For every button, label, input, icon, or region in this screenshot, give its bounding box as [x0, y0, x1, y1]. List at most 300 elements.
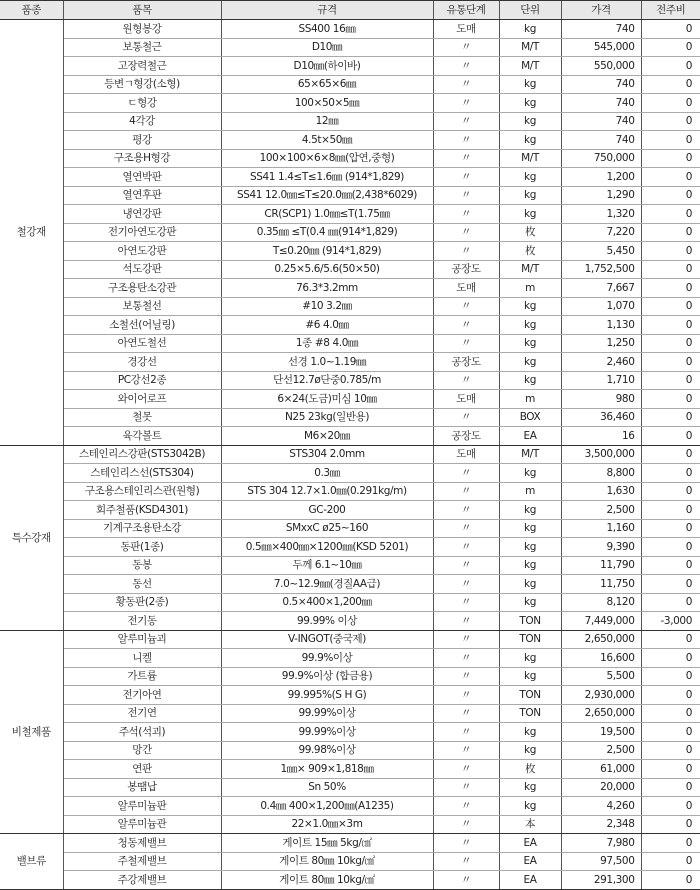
header-unit: 단위 — [499, 1, 561, 20]
price-cell: 1,200 — [561, 168, 641, 187]
spec-cell: #10 3.2㎜ — [221, 297, 433, 316]
distribution-cell: 〃 — [433, 630, 499, 649]
price-cell: 2,500 — [561, 501, 641, 520]
distribution-cell: 〃 — [433, 334, 499, 353]
price-cell: 740 — [561, 94, 641, 113]
price-cell: 11,790 — [561, 556, 641, 575]
item-cell: ㄷ형강 — [63, 94, 221, 113]
item-cell: 회주철품(KSD4301) — [63, 501, 221, 520]
weekly-change-cell: 0 — [641, 131, 700, 150]
table-row — [0, 778, 700, 797]
price-cell: 2,930,000 — [561, 686, 641, 705]
weekly-change-cell: 0 — [641, 186, 700, 205]
distribution-cell: 공장도 — [433, 427, 499, 446]
weekly-change-cell: 0 — [641, 260, 700, 279]
spec-cell: 65×65×6㎜ — [221, 75, 433, 94]
spec-cell: SS41 1.4≤T≤1.6㎜ (914*1,829) — [221, 168, 433, 187]
unit-cell: EA — [499, 427, 561, 446]
spec-cell: 게이트 15㎜ 5kg/㎠ — [221, 834, 433, 853]
spec-cell: 0.3㎜ — [221, 464, 433, 483]
table-row — [0, 57, 700, 76]
distribution-cell: 〃 — [433, 186, 499, 205]
weekly-change-cell: 0 — [641, 686, 700, 705]
header-distribution: 유통단계 — [433, 1, 499, 20]
unit-cell: kg — [499, 131, 561, 150]
item-cell: 철못 — [63, 408, 221, 427]
weekly-change-cell: 0 — [641, 556, 700, 575]
price-cell: 740 — [561, 112, 641, 131]
item-cell: 동선 — [63, 575, 221, 594]
spec-cell: 0.25×5.6/5.6(50×50) — [221, 260, 433, 279]
weekly-change-cell: -3,000 — [641, 612, 700, 631]
table-row — [0, 797, 700, 816]
unit-cell: kg — [499, 556, 561, 575]
unit-cell: EA — [499, 852, 561, 871]
table-row — [0, 168, 700, 187]
unit-cell: kg — [499, 297, 561, 316]
spec-cell: 99.99%이상 — [221, 704, 433, 723]
spec-cell: 76.3*3.2mm — [221, 279, 433, 298]
weekly-change-cell: 0 — [641, 778, 700, 797]
spec-cell: 22×1.0㎜×3m — [221, 815, 433, 834]
item-cell: 4각강 — [63, 112, 221, 131]
table-row — [0, 186, 700, 205]
price-cell: 61,000 — [561, 760, 641, 779]
distribution-cell: 〃 — [433, 482, 499, 501]
spec-cell: STS304 2.0mm — [221, 445, 433, 464]
spec-cell: 0.5㎜×400㎜×1200㎜(KSD 5201) — [221, 538, 433, 557]
price-cell: 9,390 — [561, 538, 641, 557]
unit-cell: kg — [499, 741, 561, 760]
weekly-change-cell: 0 — [641, 834, 700, 853]
distribution-cell: 〃 — [433, 556, 499, 575]
weekly-change-cell: 0 — [641, 630, 700, 649]
weekly-change-cell: 0 — [641, 94, 700, 113]
price-cell: 1,130 — [561, 316, 641, 335]
header-item: 품목 — [63, 1, 221, 20]
distribution-cell: 〃 — [433, 297, 499, 316]
item-cell: 전기동 — [63, 612, 221, 631]
table-row — [0, 667, 700, 686]
price-cell: 97,500 — [561, 852, 641, 871]
unit-cell: TON — [499, 612, 561, 631]
unit-cell: kg — [499, 723, 561, 742]
table-row — [0, 852, 700, 871]
item-cell: 알루미늄판 — [63, 797, 221, 816]
spec-cell: 100×50×5㎜ — [221, 94, 433, 113]
table-row — [0, 223, 700, 242]
distribution-cell: 〃 — [433, 760, 499, 779]
price-cell: 7,220 — [561, 223, 641, 242]
table-row — [0, 353, 700, 372]
distribution-cell: 〃 — [433, 316, 499, 335]
table-row — [0, 38, 700, 57]
price-cell: 2,650,000 — [561, 630, 641, 649]
weekly-change-cell: 0 — [641, 112, 700, 131]
unit-cell: kg — [499, 353, 561, 372]
item-cell: 알루미늄관 — [63, 815, 221, 834]
item-cell: 주강제밸브 — [63, 871, 221, 890]
weekly-change-cell: 0 — [641, 297, 700, 316]
weekly-change-cell: 0 — [641, 815, 700, 834]
spec-cell: 0.4㎜ 400×1,200㎜(A1235) — [221, 797, 433, 816]
unit-cell: m — [499, 279, 561, 298]
price-cell: 1,290 — [561, 186, 641, 205]
weekly-change-cell: 0 — [641, 852, 700, 871]
item-cell: 경강선 — [63, 353, 221, 372]
table-row — [0, 445, 700, 464]
weekly-change-cell: 0 — [641, 593, 700, 612]
item-cell: PC강선2종 — [63, 371, 221, 390]
distribution-cell: 〃 — [433, 168, 499, 187]
price-cell: 750,000 — [561, 149, 641, 168]
item-cell: 스테인리스강판(STS3042B) — [63, 445, 221, 464]
table-row — [0, 20, 700, 39]
spec-cell: CR(SCP1) 1.0㎜≤T(1.75㎜ — [221, 205, 433, 224]
price-cell: 1,752,500 — [561, 260, 641, 279]
spec-cell: SS400 16㎜ — [221, 20, 433, 39]
weekly-change-cell: 0 — [641, 149, 700, 168]
unit-cell: TON — [499, 686, 561, 705]
item-cell: 알루미늄괴 — [63, 630, 221, 649]
unit-cell: M/T — [499, 57, 561, 76]
spec-cell: 12㎜ — [221, 112, 433, 131]
unit-cell: kg — [499, 112, 561, 131]
unit-cell: kg — [499, 186, 561, 205]
weekly-change-cell: 0 — [641, 519, 700, 538]
item-cell: 전기연 — [63, 704, 221, 723]
distribution-cell: 도매 — [433, 279, 499, 298]
distribution-cell: 〃 — [433, 75, 499, 94]
price-cell: 7,980 — [561, 834, 641, 853]
item-cell: 동판(1종) — [63, 538, 221, 557]
distribution-cell: 〃 — [433, 612, 499, 631]
table-row — [0, 575, 700, 594]
spec-cell: 1㎜× 909×1,818㎜ — [221, 760, 433, 779]
weekly-change-cell: 0 — [641, 334, 700, 353]
distribution-cell: 〃 — [433, 871, 499, 890]
unit-cell: m — [499, 390, 561, 409]
distribution-cell: 〃 — [433, 408, 499, 427]
table-row — [0, 723, 700, 742]
header-category: 품종 — [0, 1, 63, 20]
unit-cell: kg — [499, 20, 561, 39]
spec-cell: T≤0.20㎜ (914*1,829) — [221, 242, 433, 261]
table-row — [0, 482, 700, 501]
table-row — [0, 316, 700, 335]
item-cell: 아연도강판 — [63, 242, 221, 261]
price-cell: 2,500 — [561, 741, 641, 760]
table-row — [0, 815, 700, 834]
unit-cell: 本 — [499, 815, 561, 834]
spec-cell: D10㎜ — [221, 38, 433, 57]
item-cell: 열연후판 — [63, 186, 221, 205]
price-cell: 5,500 — [561, 667, 641, 686]
weekly-change-cell: 0 — [641, 649, 700, 668]
distribution-cell: 〃 — [433, 593, 499, 612]
table-row — [0, 371, 700, 390]
distribution-cell: 〃 — [433, 242, 499, 261]
weekly-change-cell: 0 — [641, 427, 700, 446]
weekly-change-cell: 0 — [641, 871, 700, 890]
item-cell: 기계구조용탄소강 — [63, 519, 221, 538]
table-row — [0, 279, 700, 298]
spec-cell: 게이트 80㎜ 10kg/㎠ — [221, 871, 433, 890]
distribution-cell: 〃 — [433, 112, 499, 131]
item-cell: 전기아연 — [63, 686, 221, 705]
spec-cell: M6×20㎜ — [221, 427, 433, 446]
table-row — [0, 205, 700, 224]
distribution-cell: 〃 — [433, 686, 499, 705]
table-body — [0, 20, 700, 890]
table-row — [0, 704, 700, 723]
spec-cell: N25 23kg(일반용) — [221, 408, 433, 427]
price-cell: 7,449,000 — [561, 612, 641, 631]
price-cell: 11,750 — [561, 575, 641, 594]
unit-cell: kg — [499, 75, 561, 94]
distribution-cell: 〃 — [433, 57, 499, 76]
price-cell: 16 — [561, 427, 641, 446]
price-cell: 1,320 — [561, 205, 641, 224]
distribution-cell: 〃 — [433, 649, 499, 668]
spec-cell: V-INGOT(중국제) — [221, 630, 433, 649]
item-cell: 황동판(2종) — [63, 593, 221, 612]
weekly-change-cell: 0 — [641, 445, 700, 464]
table-row — [0, 612, 700, 631]
unit-cell: kg — [499, 334, 561, 353]
spec-cell: 100×100×6×8㎜(압연,중형) — [221, 149, 433, 168]
table-row — [0, 427, 700, 446]
item-cell: 보통철근 — [63, 38, 221, 57]
unit-cell: kg — [499, 94, 561, 113]
table-row — [0, 501, 700, 520]
distribution-cell: 〃 — [433, 131, 499, 150]
item-cell: 전기아연도강판 — [63, 223, 221, 242]
weekly-change-cell: 0 — [641, 205, 700, 224]
unit-cell: kg — [499, 501, 561, 520]
distribution-cell: 〃 — [433, 797, 499, 816]
spec-cell: 0.35㎜ ≤T(0.4 ㎜(914*1,829) — [221, 223, 433, 242]
item-cell: 소철선(어닐링) — [63, 316, 221, 335]
table-row — [0, 593, 700, 612]
price-cell: 3,500,000 — [561, 445, 641, 464]
unit-cell: kg — [499, 575, 561, 594]
spec-cell: SMxxC ø25~160 — [221, 519, 433, 538]
item-cell: 구조용스테인리스관(원형) — [63, 482, 221, 501]
table-row — [0, 334, 700, 353]
table-row — [0, 131, 700, 150]
weekly-change-cell: 0 — [641, 501, 700, 520]
distribution-cell: 〃 — [433, 815, 499, 834]
table-row — [0, 649, 700, 668]
spec-cell: 6×24(도금)미심 10㎜ — [221, 390, 433, 409]
unit-cell: kg — [499, 649, 561, 668]
weekly-change-cell: 0 — [641, 371, 700, 390]
weekly-change-cell: 0 — [641, 38, 700, 57]
unit-cell: EA — [499, 871, 561, 890]
item-cell: 동봉 — [63, 556, 221, 575]
spec-cell: Sn 50% — [221, 778, 433, 797]
spec-cell: 0.5×400×1,200㎜ — [221, 593, 433, 612]
distribution-cell: 〃 — [433, 575, 499, 594]
weekly-change-cell: 0 — [641, 538, 700, 557]
price-cell: 980 — [561, 390, 641, 409]
price-cell: 5,450 — [561, 242, 641, 261]
table-row — [0, 519, 700, 538]
table-row — [0, 390, 700, 409]
spec-cell: 4.5t×50㎜ — [221, 131, 433, 150]
table-row — [0, 297, 700, 316]
category-cell: 철강재 — [0, 20, 63, 446]
price-cell: 1,160 — [561, 519, 641, 538]
unit-cell: BOX — [499, 408, 561, 427]
table-row — [0, 149, 700, 168]
price-cell: 36,460 — [561, 408, 641, 427]
distribution-cell: 〃 — [433, 667, 499, 686]
price-cell: 550,000 — [561, 57, 641, 76]
spec-cell: 99.995%(S H G) — [221, 686, 433, 705]
unit-cell: M/T — [499, 38, 561, 57]
item-cell: 망간 — [63, 741, 221, 760]
table-row — [0, 741, 700, 760]
unit-cell: M/T — [499, 149, 561, 168]
price-cell: 740 — [561, 75, 641, 94]
unit-cell: kg — [499, 797, 561, 816]
table-row — [0, 408, 700, 427]
spec-cell: 7.0~12.9㎜(경질AA급) — [221, 575, 433, 594]
unit-cell: kg — [499, 778, 561, 797]
item-cell: 석도강판 — [63, 260, 221, 279]
category-cell: 비철제품 — [0, 630, 63, 834]
weekly-change-cell: 0 — [641, 390, 700, 409]
distribution-cell: 〃 — [433, 205, 499, 224]
weekly-change-cell: 0 — [641, 223, 700, 242]
distribution-cell: 도매 — [433, 20, 499, 39]
distribution-cell: 〃 — [433, 371, 499, 390]
price-cell: 4,260 — [561, 797, 641, 816]
distribution-cell: 도매 — [433, 390, 499, 409]
item-cell: 냉연강판 — [63, 205, 221, 224]
distribution-cell: 〃 — [433, 834, 499, 853]
table-row — [0, 75, 700, 94]
table-row — [0, 464, 700, 483]
distribution-cell: 〃 — [433, 723, 499, 742]
item-cell: 고장력철근 — [63, 57, 221, 76]
table-row — [0, 871, 700, 890]
unit-cell: kg — [499, 464, 561, 483]
item-cell: 청동제밸브 — [63, 834, 221, 853]
price-cell: 1,710 — [561, 371, 641, 390]
table-row — [0, 686, 700, 705]
table-row — [0, 760, 700, 779]
weekly-change-cell: 0 — [641, 353, 700, 372]
unit-cell: TON — [499, 704, 561, 723]
item-cell: 봉땜납 — [63, 778, 221, 797]
spec-cell: 99.9%이상 — [221, 649, 433, 668]
price-cell: 1,250 — [561, 334, 641, 353]
spec-cell: GC-200 — [221, 501, 433, 520]
header-row — [0, 1, 700, 20]
distribution-cell: 〃 — [433, 501, 499, 520]
distribution-cell: 〃 — [433, 149, 499, 168]
spec-cell: 99.9%이상 (합금용) — [221, 667, 433, 686]
price-cell: 740 — [561, 20, 641, 39]
distribution-cell: 〃 — [433, 464, 499, 483]
distribution-cell: 〃 — [433, 704, 499, 723]
weekly-change-cell: 0 — [641, 741, 700, 760]
item-cell: 가트륨 — [63, 667, 221, 686]
price-cell: 19,500 — [561, 723, 641, 742]
weekly-change-cell: 0 — [641, 75, 700, 94]
weekly-change-cell: 0 — [641, 57, 700, 76]
unit-cell: M/T — [499, 445, 561, 464]
price-cell: 2,460 — [561, 353, 641, 372]
price-cell: 545,000 — [561, 38, 641, 57]
price-cell: 1,070 — [561, 297, 641, 316]
table-row — [0, 538, 700, 557]
unit-cell: m — [499, 482, 561, 501]
weekly-change-cell: 0 — [641, 408, 700, 427]
spec-cell: 99.99% 이상 — [221, 612, 433, 631]
distribution-cell: 〃 — [433, 223, 499, 242]
price-cell: 7,667 — [561, 279, 641, 298]
unit-cell: kg — [499, 667, 561, 686]
unit-cell: EA — [499, 834, 561, 853]
distribution-cell: 〃 — [433, 778, 499, 797]
unit-cell: kg — [499, 519, 561, 538]
item-cell: 아연도철선 — [63, 334, 221, 353]
weekly-change-cell: 0 — [641, 242, 700, 261]
weekly-change-cell: 0 — [641, 168, 700, 187]
spec-cell: 두께 6.1~10㎜ — [221, 556, 433, 575]
item-cell: 구조용H형강 — [63, 149, 221, 168]
distribution-cell: 〃 — [433, 538, 499, 557]
price-cell: 2,650,000 — [561, 704, 641, 723]
distribution-cell: 공장도 — [433, 353, 499, 372]
item-cell: 스테인리스선(STS304) — [63, 464, 221, 483]
price-cell: 20,000 — [561, 778, 641, 797]
distribution-cell: 〃 — [433, 38, 499, 57]
unit-cell: 枚 — [499, 760, 561, 779]
spec-cell: #6 4.0㎜ — [221, 316, 433, 335]
spec-cell: STS 304 12.7×1.0㎜(0.291kg/m) — [221, 482, 433, 501]
weekly-change-cell: 0 — [641, 316, 700, 335]
distribution-cell: 〃 — [433, 94, 499, 113]
table-row — [0, 260, 700, 279]
weekly-change-cell: 0 — [641, 279, 700, 298]
unit-cell: kg — [499, 538, 561, 557]
unit-cell: kg — [499, 371, 561, 390]
price-cell: 291,300 — [561, 871, 641, 890]
table-row — [0, 630, 700, 649]
table-row — [0, 112, 700, 131]
unit-cell: kg — [499, 205, 561, 224]
distribution-cell: 공장도 — [433, 260, 499, 279]
weekly-change-cell: 0 — [641, 667, 700, 686]
weekly-change-cell: 0 — [641, 482, 700, 501]
unit-cell: TON — [499, 630, 561, 649]
weekly-change-cell: 0 — [641, 704, 700, 723]
item-cell: 평강 — [63, 131, 221, 150]
weekly-change-cell: 0 — [641, 464, 700, 483]
item-cell: 와이어로프 — [63, 390, 221, 409]
unit-cell: kg — [499, 168, 561, 187]
spec-cell: D10㎜(하이바) — [221, 57, 433, 76]
weekly-change-cell: 0 — [641, 20, 700, 39]
item-cell: 원형봉강 — [63, 20, 221, 39]
unit-cell: 枚 — [499, 223, 561, 242]
item-cell: 니켈 — [63, 649, 221, 668]
